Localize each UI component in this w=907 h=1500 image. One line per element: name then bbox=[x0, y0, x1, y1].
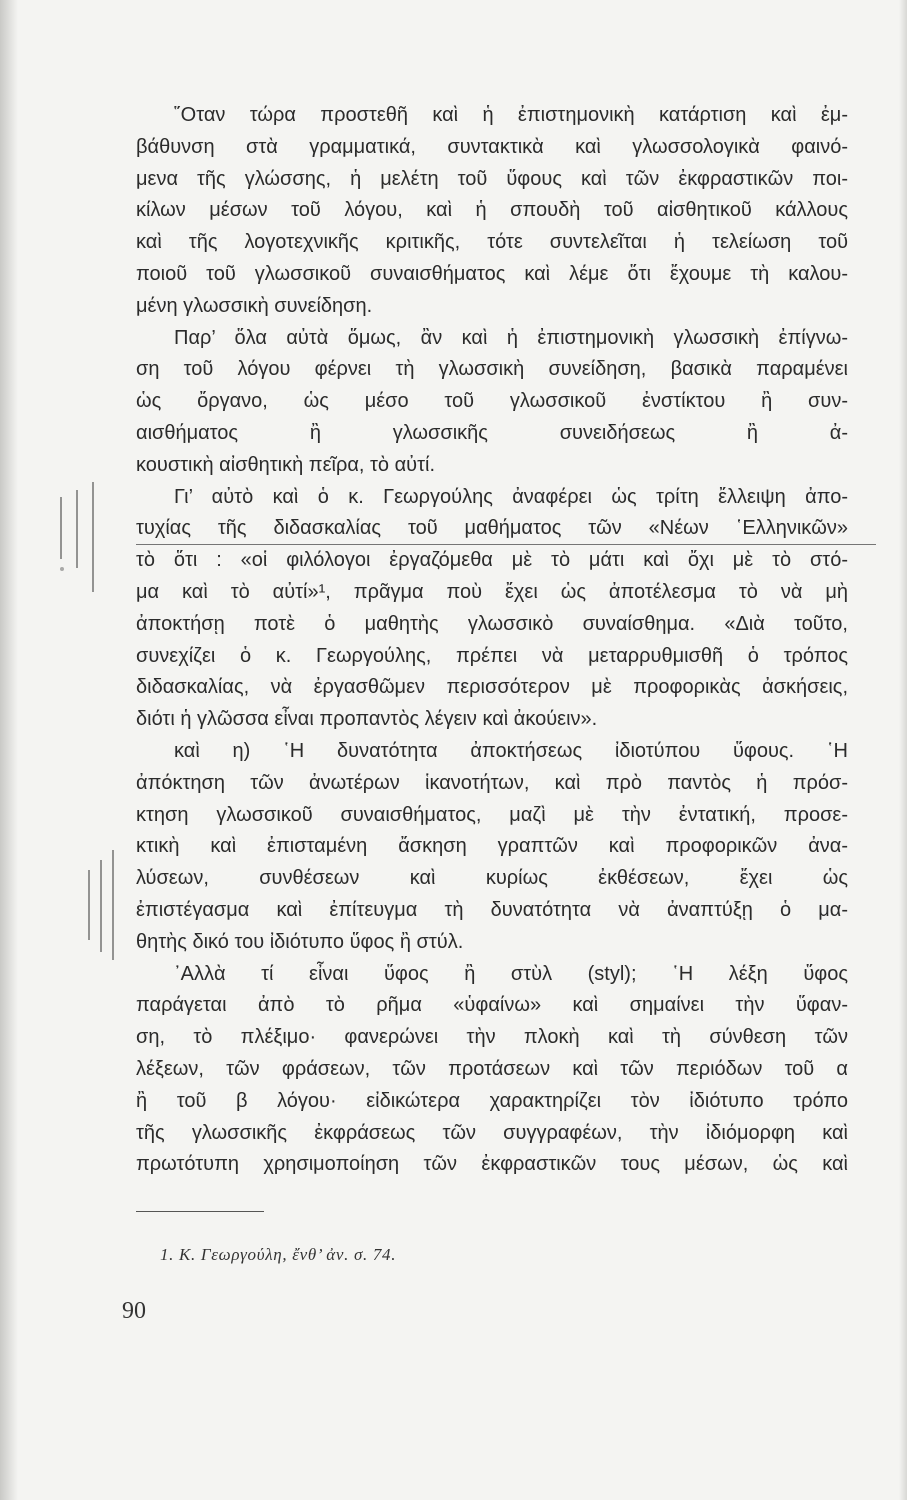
text-line: βάθυνση στὰ γραμματικά, συντακτικὰ καὶ γλωσσολογικὰ φαινό- bbox=[136, 135, 848, 158]
text-line: Παρ’ ὅλα αὐτὰ ὅμως, ἂν καὶ ἡ ἐπιστημονικὴ γλωσσικὴ ἐπίγνω- bbox=[174, 326, 848, 349]
text-line: τὸ ὅτι : «οἱ φιλόλογοι ἐργαζόμεθα μὲ τὸ μάτι καὶ ὄχι μὲ τὸ στό- bbox=[136, 549, 848, 572]
text-line: ἐπιστέγασμα καὶ ἐπίτευγμα τὴ δυνατότητα νὰ ἀναπτύξῃ ὁ μα- bbox=[136, 898, 848, 921]
text-line: καὶ η) ῾Η δυνατότητα ἀποκτήσεως ἰδιοτύπου ὕφους. ῾Η bbox=[174, 739, 848, 762]
text-line: τυχίας τῆς διδασκαλίας τοῦ μαθήματος τῶν «Νέων ῾Ελληνικῶν» bbox=[136, 517, 848, 540]
margin-pencil-mark bbox=[60, 497, 62, 559]
body-text bbox=[136, 100, 848, 1181]
text-line: πρωτότυπη χρησιμοποίηση τῶν ἐκφραστικῶν τους μέσων, ὡς καὶ bbox=[136, 1153, 848, 1176]
text-line: παράγεται ἀπὸ τὸ ρῆμα «ὑφαίνω» καὶ σημαίνει τὴν ὕφαν- bbox=[136, 994, 848, 1017]
text-line: μενα τῆς γλώσσης, ἡ μελέτη τοῦ ὕφους καὶ τῶν ἐκφραστικῶν ποι- bbox=[136, 167, 848, 190]
margin-dot-mark bbox=[60, 567, 64, 571]
text-line: ῞Οταν τώρα προστεθῆ καὶ ἡ ἐπιστημονικὴ κατάρτιση καὶ ἐμ- bbox=[174, 104, 848, 126]
text-line: ἀποκτήσῃ ποτὲ ὁ μαθητὴς γλωσσικὸ συναίσθημα. «Διὰ τοῦτο, bbox=[136, 612, 848, 635]
text-line: ση, τὸ πλέξιμο· φανερώνει τὴν πλοκὴ καὶ τὴ σύνθεση τῶν bbox=[136, 1026, 848, 1049]
text-line: ἢ τοῦ β λόγου· εἰδικώτερα χαρακτηρίζει τὸν ἰδιότυπο τρόπο bbox=[136, 1089, 848, 1112]
page-edge-shadow bbox=[0, 0, 18, 1500]
margin-pencil-mark bbox=[88, 870, 90, 940]
footnote: 1. Κ. Γεωργούλη, ἔνθ’ ἀν. σ. 74. bbox=[160, 1245, 397, 1264]
page-number: 90 bbox=[122, 1298, 146, 1324]
text-line: ση τοῦ λόγου φέρνει τὴ γλωσσικὴ συνείδηση, βασικὰ παραμένει bbox=[136, 358, 848, 381]
page-edge-shadow-right bbox=[899, 0, 907, 1500]
text-line: κίλων μέσων τοῦ λόγου, καὶ ἡ σπουδὴ τοῦ αἰσθητικοῦ κάλλους bbox=[136, 199, 848, 222]
text-line: αισθήματος ἢ γλωσσικῆς συνειδήσεως ἢ ἀ- bbox=[136, 421, 848, 444]
text-line: λύσεων, συνθέσεων καὶ κυρίως ἐκθέσεων, ἔχει ὡς bbox=[136, 867, 848, 890]
text-line: διδασκαλίας, νὰ ἐργασθῶμεν περισσότερον μὲ προφορικὰς ἀσκήσεις, bbox=[136, 676, 848, 699]
text-line: κτικὴ καὶ ἐπισταμένη ἄσκηση γραπτῶν καὶ προφορικῶν ἀνα- bbox=[136, 835, 848, 858]
text-line: ἀπόκτηση τῶν ἀνωτέρων ἱκανοτήτων, καὶ πρὸ παντὸς ἡ πρόσ- bbox=[136, 771, 848, 794]
text-line: μα καὶ τὸ αὐτί»¹, πρᾶγμα ποὺ ἔχει ὡς ἀποτέλεσμα τὸ νὰ μὴ bbox=[136, 580, 848, 603]
margin-pencil-mark bbox=[76, 490, 78, 568]
text-line: ᾿Αλλὰ τί εἶναι ὕφος ἢ στὺλ (styl); ῾Η λέξη ὕφος bbox=[174, 962, 848, 985]
margin-pencil-mark bbox=[100, 860, 102, 952]
text-line: κουστικὴ αἰσθητικὴ πεῖρα, τὸ αὐτί. bbox=[136, 453, 435, 476]
text-line: τῆς γλωσσικῆς ἐκφράσεως τῶν συγγραφέων, τὴν ἰδιόμορφη καὶ bbox=[136, 1121, 848, 1144]
text-line: θητὴς δικό του ἰδιότυπο ὕφος ἢ στύλ. bbox=[136, 930, 464, 953]
text-line: καὶ τῆς λογοτεχνικῆς κριτικῆς, τότε συντελεῖται ἡ τελείωση τοῦ bbox=[136, 231, 848, 254]
text-line: μένη γλωσσικὴ συνείδηση. bbox=[136, 294, 373, 317]
margin-pencil-mark bbox=[112, 850, 114, 960]
footnote-divider bbox=[136, 1211, 264, 1212]
margin-pencil-mark bbox=[92, 482, 94, 592]
text-line: Γι’ αὐτὸ καὶ ὁ κ. Γεωργούλης ἀναφέρει ὡς τρίτη ἔλλειψη ἀπο- bbox=[174, 485, 848, 508]
text-line: κτηση γλωσσικοῦ συναισθήματος, μαζὶ μὲ τὴν ἐντατική, προσε- bbox=[136, 803, 848, 826]
text-line: συνεχίζει ὁ κ. Γεωργούλης, πρέπει νὰ μεταρρυθμισθῆ ὁ τρόπος bbox=[136, 644, 848, 667]
text-line: λέξεων, τῶν φράσεων, τῶν προτάσεων καὶ τῶν περιόδων τοῦ α bbox=[136, 1057, 848, 1080]
text-line: διότι ἡ γλῶσσα εἶναι προπαντὸς λέγειν καὶ ἀκούειν». bbox=[136, 708, 598, 731]
text-line: ὡς ὄργανο, ὡς μέσο τοῦ γλωσσικοῦ ἐνστίκτου ἢ συν- bbox=[136, 390, 848, 413]
text-line: ποιοῦ τοῦ γλωσσικοῦ συναισθήματος καὶ λέμε ὅτι ἔχουμε τὴ καλου- bbox=[136, 262, 848, 285]
